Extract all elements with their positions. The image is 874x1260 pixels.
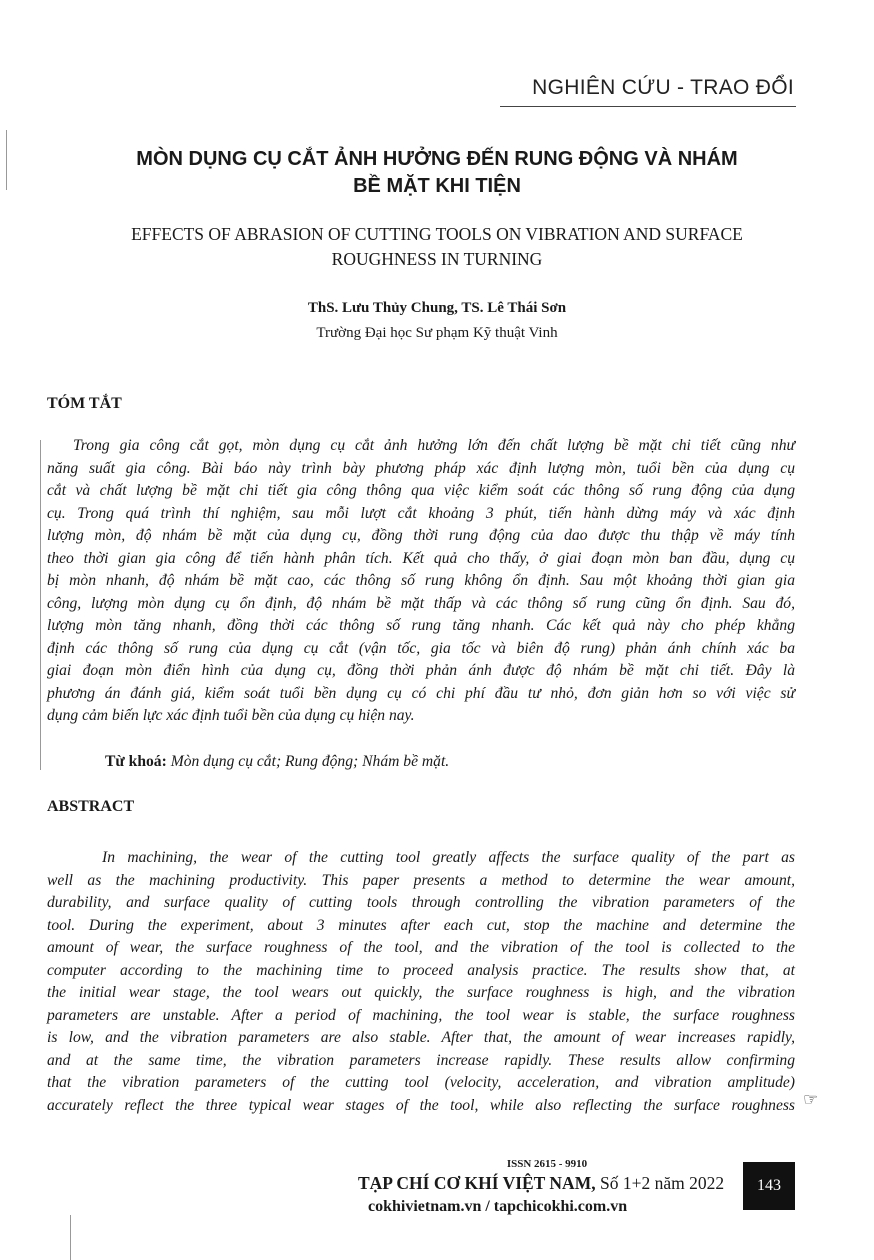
text-line: that the vibration parameters of the cutting tool (velocity, acceleration, and vibration amplitude) xyxy=(47,1074,795,1091)
keywords-text: Mòn dụng cụ cắt; Rung động; Nhám bề mặt. xyxy=(170,753,450,770)
title-en-line: EFFECTS OF ABRASION OF CUTTING TOOLS ON VIBRATION AND SURFACE xyxy=(131,224,743,244)
text-line: In machining, the wear of the cutting tool greatly affects the surface quality of the part as xyxy=(102,849,795,866)
text-line: lượng mòn, độ nhám bề mặt của dụng cụ, đồng thời rung động của dao được thu thập về máy tính xyxy=(47,527,795,544)
journal-website: cokhivietnam.vn / tapchicokhi.com.vn xyxy=(368,1198,628,1215)
text-line: giai đoạn mòn điển hình của dụng cụ, đồng thời phản ánh được độ nhám bề mặt chi tiết. Đây là xyxy=(47,662,795,679)
text-line: lượng mòn tăng nhanh, đồng thời các thông số rung tăng nhanh. Các kết quả này cho phép khẳng xyxy=(47,617,795,634)
issn: ISSN 2615 - 9910 xyxy=(506,1158,588,1170)
text-line: the initial wear stage, the tool wears out quickly, the surface roughness is high, and the vibration xyxy=(47,984,795,1001)
tomtat-paragraph xyxy=(47,435,795,728)
text-line: theo thời gian gia công để tiến hành phân tích. Kết quả cho thấy, ở giai đoạn mòn ban đầu, dụng cụ xyxy=(47,549,795,567)
title-en xyxy=(0,222,874,272)
scan-artifact xyxy=(40,440,41,770)
text-line: durability, and surface quality of cutting tools through controlling the vibration parameters of the xyxy=(47,894,795,911)
text-line: parameters are unstable. After a period of machining, the tool wear is stable, the surface roughness xyxy=(47,1006,795,1024)
affiliation: Trường Đại học Sư phạm Kỹ thuật Vinh xyxy=(316,325,558,341)
abstract-paragraph xyxy=(47,847,795,1117)
text-line: computer according to the machining time to proceed analysis practice. The results show that, at xyxy=(47,961,795,979)
text-line: accurately reflect the three typical wear stages of the tool, while also reflecting the surface roughness xyxy=(47,1096,795,1114)
text-line: định các thông số rung của dụng cụ cắt (vận tốc, gia tốc và biên độ rung) phản ánh chính xác ba xyxy=(47,639,795,657)
title-vi xyxy=(0,146,874,200)
scan-artifact xyxy=(70,1215,71,1260)
header-rule xyxy=(500,106,796,107)
text-line: amount of wear, the surface roughness of the tool, and the vibration of the tool is collected to the xyxy=(47,939,795,956)
journal-issue: Số 1+2 năm 2022 xyxy=(595,1173,725,1193)
text-line: phương án đánh giá, kiểm soát tuổi bền dụng cụ có chi phí đầu tư nhỏ, đơn giản hơn so với việc sử xyxy=(47,684,795,702)
keywords-label: Từ khoá: xyxy=(105,753,167,770)
keywords xyxy=(105,753,449,771)
title-vi-line: MÒN DỤNG CỤ CẮT ẢNH HƯỞNG ĐẾN RUNG ĐỘNG VÀ NHÁM xyxy=(136,148,738,170)
text-line: Trong gia công cắt gọt, mòn dụng cụ cắt ảnh hưởng lớn đến chất lượng bề mặt chi tiết cũng như xyxy=(73,437,795,454)
authors: ThS. Lưu Thủy Chung, TS. Lê Thái Sơn xyxy=(307,300,567,316)
text-line: cắt và chất lượng bề mặt chi tiết gia công thông qua việc kiểm soát các thông số rung động của dụng xyxy=(47,482,795,499)
text-line: cụ. Trong quá trình thí nghiệm, sau mỗi lượt cắt khoảng 3 phút, tiến hành dừng máy và xác định xyxy=(47,504,795,522)
pointing-hand-icon: ☞ xyxy=(803,1090,819,1109)
text-line: well as the machining productivity. This paper presents a method to determine the wear amount, xyxy=(47,871,795,889)
abstract-heading: ABSTRACT xyxy=(47,798,135,815)
title-vi-line: BỀ MẶT KHI TIỆN xyxy=(353,175,521,197)
text-line: công, lượng mòn dụng cụ ổn định, độ nhám bề mặt thấp và các thông số rung cũng ổn định. Sau đó, xyxy=(47,594,795,612)
text-line: dụng cảm biến lực xác định tuổi bền của dụng cụ hiện nay. xyxy=(47,707,415,724)
section-label: NGHIÊN CỨU - TRAO ĐỔI xyxy=(532,76,794,99)
tomtat-heading: TÓM TẮT xyxy=(47,395,122,412)
text-line: and at the same time, the vibration parameters increase rapidly. These results allow confirming xyxy=(47,1051,795,1069)
text-line: tool. During the experiment, about 3 minutes after each cut, stop the machine and determine the xyxy=(47,916,795,934)
journal-name: TẠP CHÍ CƠ KHÍ VIỆT NAM, xyxy=(358,1173,596,1193)
journal-info xyxy=(358,1173,724,1194)
page-number: 143 xyxy=(743,1162,795,1210)
text-line: năng suất gia công. Bài báo này trình bày phương pháp xác định lượng mòn, tuổi bền của dụng cụ xyxy=(47,459,795,477)
text-line: is low, and the vibration parameters are also stable. After that, the amount of wear increases rapidly, xyxy=(47,1029,795,1046)
text-line: bị mòn nhanh, độ nhám bề mặt cao, các thông số rung không ổn định. Sau một khoảng thời gian gia xyxy=(47,572,795,589)
title-en-line: ROUGHNESS IN TURNING xyxy=(331,249,543,269)
